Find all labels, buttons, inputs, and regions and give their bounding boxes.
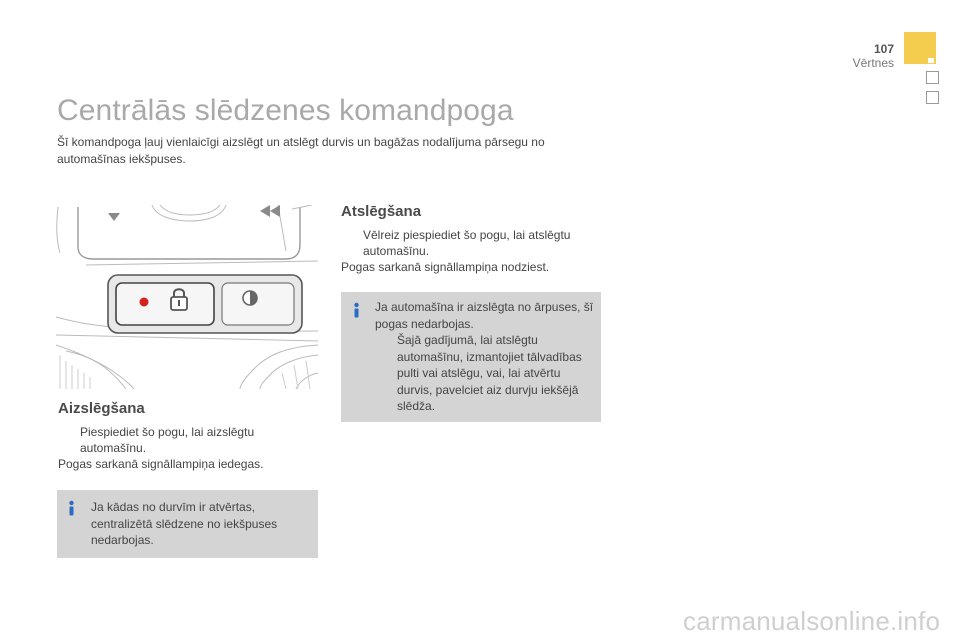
locking-note: Pogas sarkanā signāllampiņa iedegas. xyxy=(58,457,264,471)
watermark: carmanualsonline.info xyxy=(683,606,941,636)
red-indicator-lamp xyxy=(140,298,149,307)
info-icon xyxy=(65,500,78,516)
unlocking-info-text: Ja automašīna ir aizslēgta no ārpuses, šī pogas nedarbojas. xyxy=(375,300,594,331)
unlocking-bullet xyxy=(341,227,591,259)
section-tab-marker xyxy=(904,32,936,64)
info-icon xyxy=(350,302,363,318)
locking-info-box xyxy=(57,490,318,558)
tab-square-empty xyxy=(926,71,939,84)
unlocking-note: Pogas sarkanā signāllampiņa nodziest. xyxy=(341,260,550,274)
triangle-down-icon xyxy=(108,213,120,221)
central-locking-button-illustration xyxy=(56,205,318,389)
locking-heading: Aizslēgšana xyxy=(58,400,145,417)
unlocking-bullet-text: Vēlreiz piespiediet šo pogu, lai atslēgtu automašīnu. xyxy=(363,228,571,258)
unlocking-info-bullet xyxy=(375,332,595,415)
half-circle-icon xyxy=(243,291,257,305)
unlocking-info-bullet-text: Šajā gadījumā, lai atslēgtu automašīnu, izmantojiet tālvadības pulti vai atslēgu, vai, lai atvērtu durvis, pavelciet aiz durvju iekšējā slēdža. xyxy=(397,333,582,413)
unlocking-info-box xyxy=(341,292,601,422)
unlocking-heading: Atslēgšana xyxy=(341,203,422,220)
page-title: Centrālās slēdzenes komandpoga xyxy=(57,94,514,127)
locking-info-text: Ja kādas no durvīm ir atvērtas, centralizētā slēdzene no iekšpuses nedarbojas. xyxy=(91,500,278,547)
locking-bullet-text: Piespiediet šo pogu, lai aizslēgtu automašīnu. xyxy=(80,425,255,455)
rewind-icon xyxy=(260,205,280,217)
central-locking-button xyxy=(116,283,214,325)
locking-bullet xyxy=(58,424,278,456)
page-number: 107 xyxy=(873,42,894,56)
section-name: Vērtnes xyxy=(852,56,894,70)
tab-square-empty xyxy=(926,91,939,104)
intro-text: Šī komandpoga ļauj vienlaicīgi aizslēgt un atslēgt durvis un bagāžas nodalījuma pārsegu no automašīnas iekšpuses. xyxy=(57,135,545,166)
